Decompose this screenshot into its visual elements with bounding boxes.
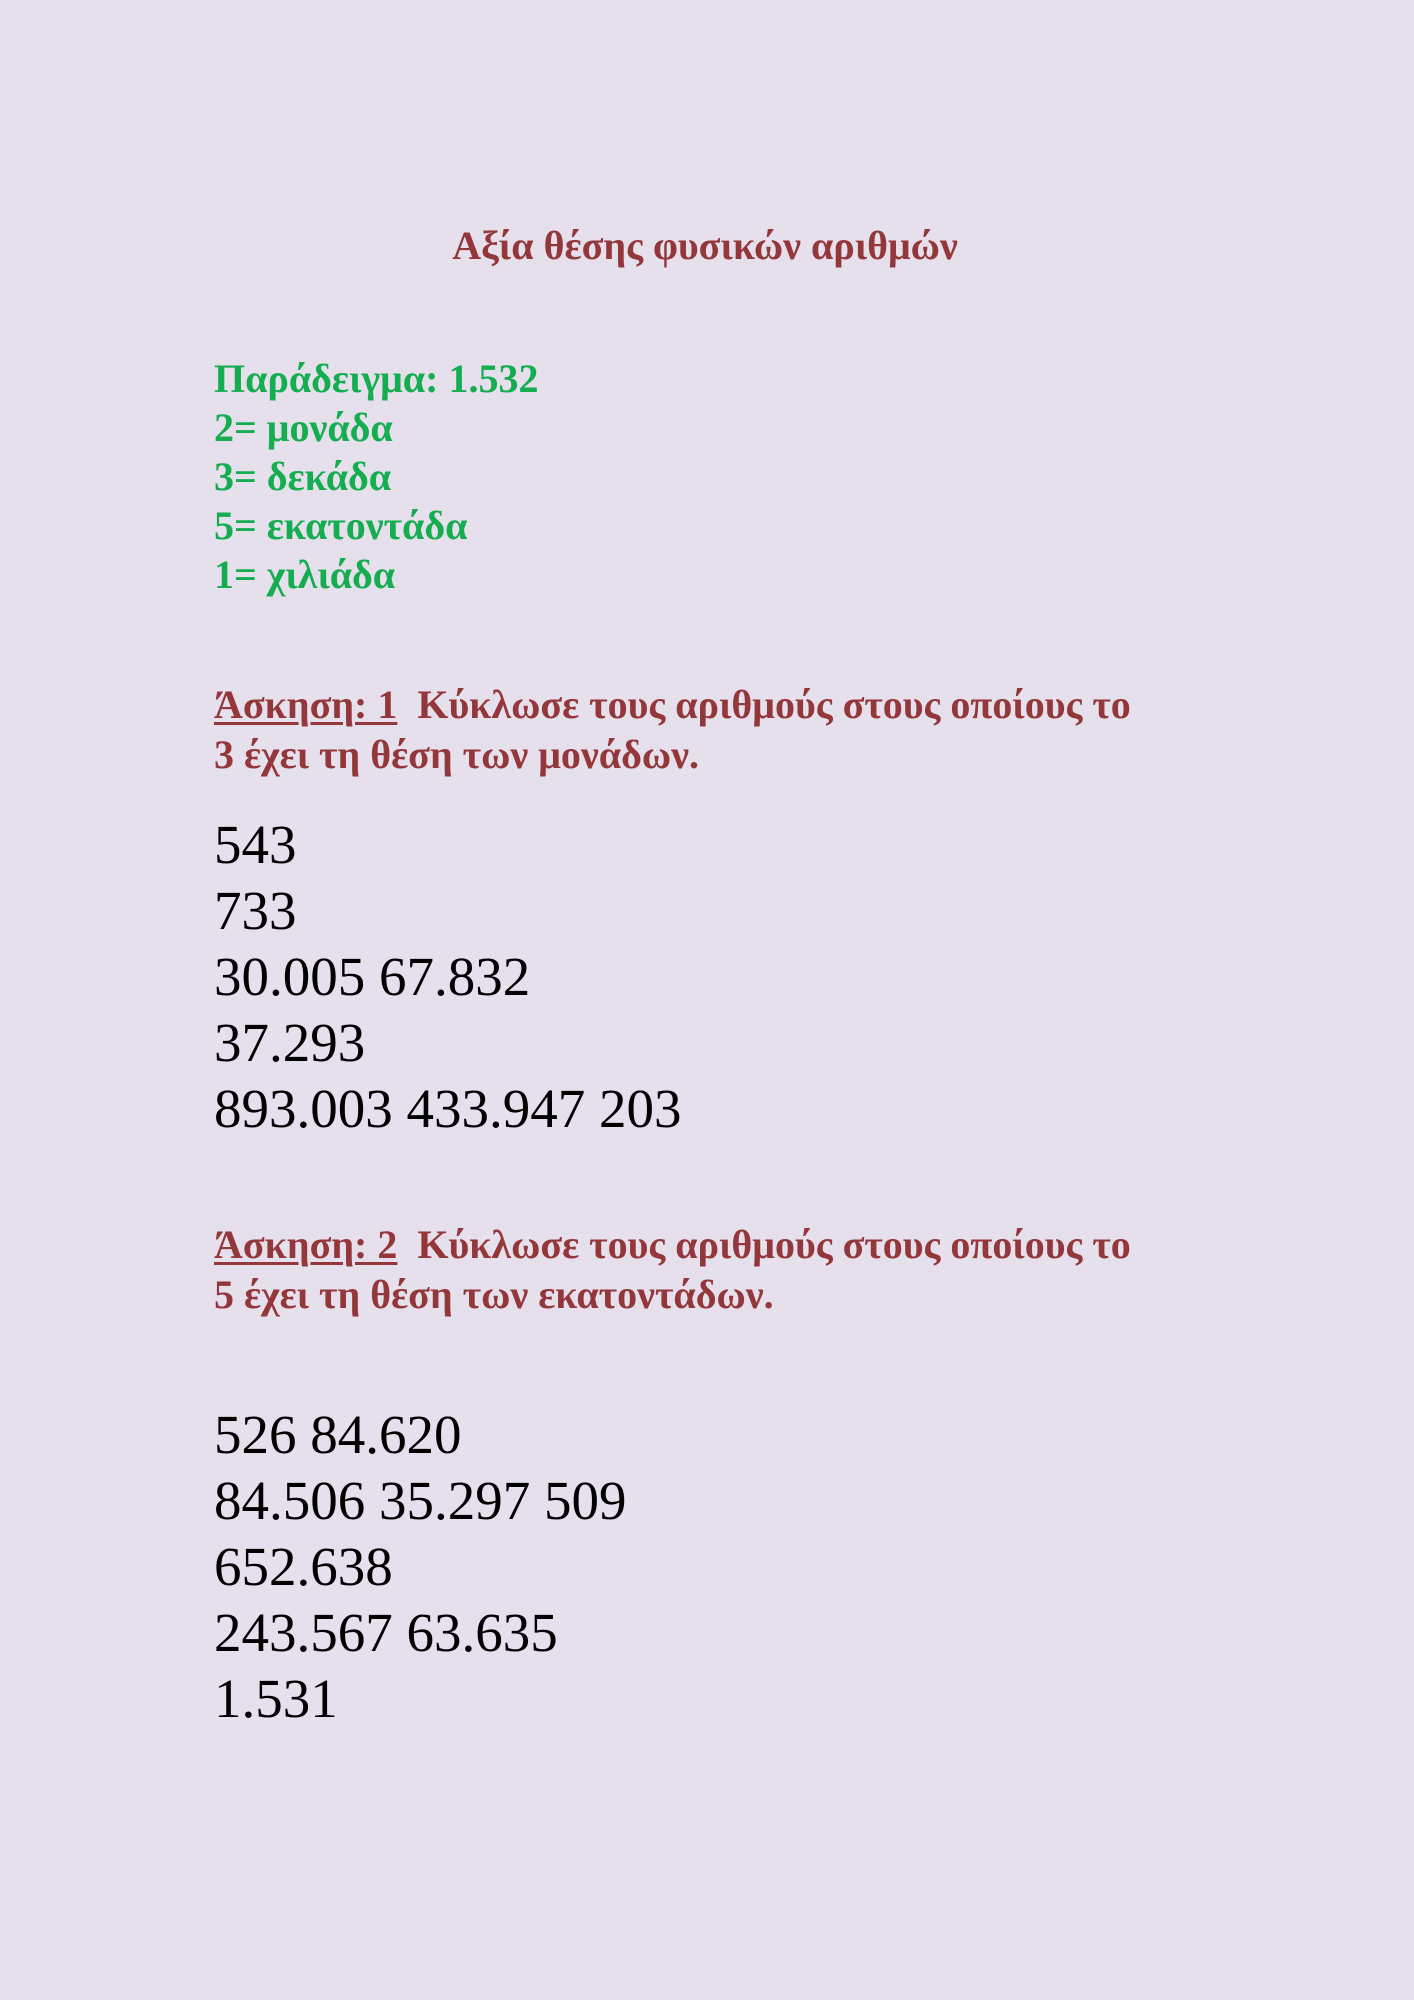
number-line: 652.638 [214, 1536, 393, 1597]
number-line: 84.506 35.297 509 [214, 1470, 627, 1531]
number-line: 543 [214, 814, 297, 875]
example-line: Παράδειγμα: 1.532 [214, 356, 539, 401]
page-title-text: Αξία θέσης φυσικών αριθμών [452, 223, 958, 268]
number-line: 733 [214, 880, 297, 941]
exercise-2-instruction-part-1: Κύκλωσε τους αριθμούς στους οποίους το [417, 1222, 1131, 1267]
example-block [214, 354, 538, 599]
example-line: 5= εκατοντάδα [214, 503, 468, 548]
number-line: 37.293 [214, 1012, 366, 1073]
number-line: 30.005 67.832 [214, 946, 531, 1007]
exercise-1-instruction-part-1: Κύκλωσε τους αριθμούς στους οποίους το [417, 682, 1131, 727]
exercise-2-label: Άσκηση: 2 [214, 1222, 398, 1267]
number-line: 526 84.620 [214, 1404, 462, 1465]
exercise-1-line-1 [214, 680, 1214, 730]
exercise-1-instruction-part-2: 3 έχει τη θέση των μονάδων. [214, 732, 699, 777]
example-line: 3= δεκάδα [214, 454, 392, 499]
exercise-1-numbers [214, 812, 682, 1142]
exercise-2-numbers [214, 1402, 627, 1732]
exercise-1-heading [214, 680, 1214, 780]
exercise-1-label: Άσκηση: 1 [214, 682, 398, 727]
number-line: 893.003 433.947 203 [214, 1078, 682, 1139]
exercise-2-heading [214, 1220, 1214, 1320]
number-line: 1.531 [214, 1668, 338, 1729]
example-line: 2= μονάδα [214, 405, 393, 450]
number-line: 243.567 63.635 [214, 1602, 558, 1663]
page-title [0, 222, 1414, 269]
exercise-2-instruction-part-2: 5 έχει τη θέση των εκατοντάδων. [214, 1272, 774, 1317]
example-line: 1= χιλιάδα [214, 552, 396, 597]
exercise-2-line-1 [214, 1220, 1214, 1270]
